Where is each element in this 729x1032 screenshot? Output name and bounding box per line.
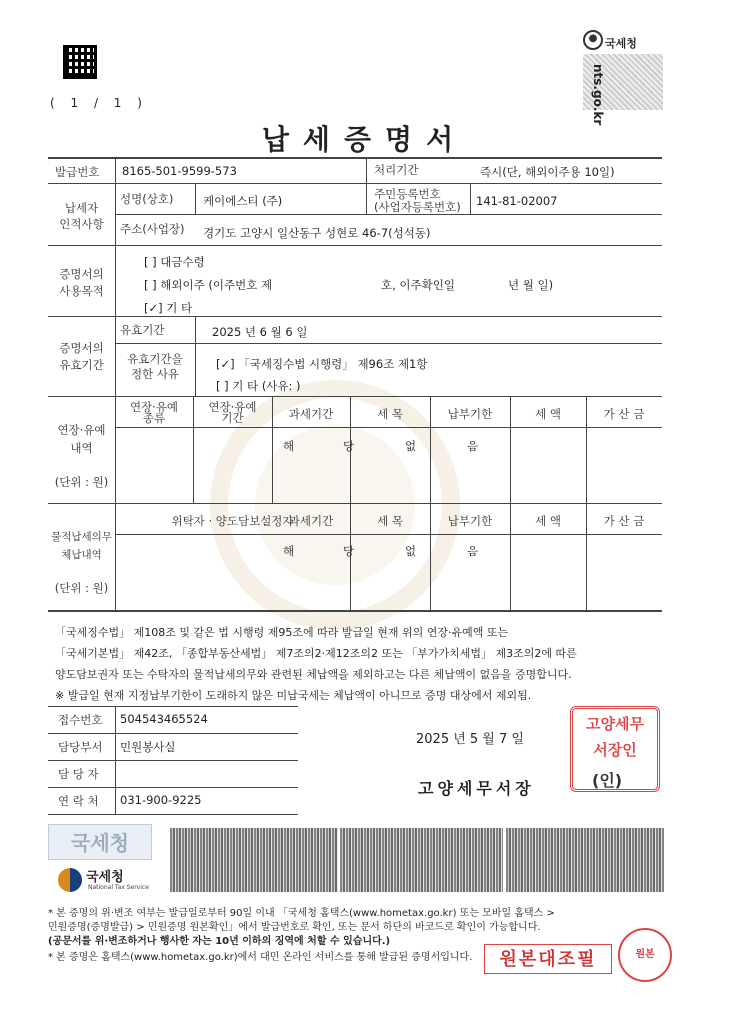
page-number: ( 1 / 1 )	[50, 96, 148, 110]
footer-note-3: (공문서를 위·변조하거나 행사한 자는 10년 이하의 징역에 처할 수 있습니다.)	[48, 936, 391, 947]
original-check-stamp: 원본대조필	[484, 944, 612, 974]
official-seal: 고양세무 서장인	[570, 706, 660, 792]
barcode-3	[506, 828, 664, 892]
validity-reason-law: [✓] 「국세징수법 시행령」 제96조 제1항	[216, 357, 428, 371]
footer-note-2: 민원증명(증명발급) > 민원증명 원본확인」에서 발급번호로 확인, 또는 문서 하단의 바코드로 확인이 가능합니다.	[48, 922, 541, 933]
deferral-none-4: 음	[467, 439, 479, 453]
material-tax-none-3: 없	[405, 544, 417, 558]
receipt-number-label: 접수번호	[58, 713, 103, 727]
deferral-col-type: 연장·유예 종류	[129, 400, 179, 425]
material-tax-col-trustor: 위탁자 · 양도담보설정자	[171, 514, 294, 528]
nts-logo-icon	[58, 868, 82, 892]
material-tax-col-due: 납부기한	[447, 514, 493, 528]
validity-section-label: 증명서의 유효기간	[59, 341, 104, 372]
document-title: 납세증명서	[261, 123, 468, 156]
deferral-none-2: 당	[343, 439, 355, 453]
footer-note-1: * 본 증명의 위·변조 여부는 발급일로부터 90일 이내 「국세청 홈택스(www.hometax.go.kr) 또는 모바일 홈택스 >	[48, 908, 555, 919]
processing-value: 즉시(단, 해외이주용 10일)	[480, 165, 615, 179]
contact-value: 031-900-9225	[120, 793, 202, 807]
registration-number: 141-81-02007	[476, 194, 558, 208]
material-tax-unit: (단위 : 원)	[54, 581, 109, 595]
purpose-option-other: [✓] 기 타	[144, 301, 193, 315]
purpose-option-emigration: [ ] 해외이주 (이주번호 제	[144, 278, 273, 292]
deferral-col-amount: 세 액	[535, 407, 561, 421]
contact-label: 연 락 처	[58, 794, 99, 808]
tax-office-chief: 고양세무서장	[418, 779, 535, 798]
ghost-brand-mark: 국세청	[48, 824, 152, 860]
watermark-emblem-inner	[255, 425, 415, 585]
footer-note-4: * 본 증명은 홈택스(www.hometax.go.kr)에서 대민 온라인 서비스를 통해 발급된 증명서입니다.	[48, 952, 473, 963]
material-tax-none-4: 음	[467, 544, 479, 558]
deferral-col-due: 납부기한	[447, 407, 493, 421]
taxpayer-section-label: 납세자 인적사항	[59, 201, 104, 231]
nts-english-name: National Tax Service	[88, 884, 149, 891]
deferral-col-tax-item: 세 목	[377, 407, 403, 421]
validity-reason-other: [ ] 기 타 (사유: )	[216, 379, 301, 393]
department-value: 민원봉사실	[120, 740, 176, 754]
deferral-col-period: 연장·유예 기간	[208, 400, 257, 425]
material-tax-col-amount: 세 액	[535, 514, 561, 528]
deferral-section-label: 연장·유예 내역	[57, 423, 106, 455]
validity-period-label: 유효기간	[120, 323, 165, 337]
taxpayer-name: 케이에스티 (주)	[203, 194, 283, 208]
deferral-unit: (단위 : 원)	[54, 475, 109, 489]
statement-line-4: ※ 발급일 현재 지정납부기한이 도래하지 않은 미납국세는 체납액이 아니므로 증명 대상에서 제외됨.	[55, 689, 532, 702]
validity-reason-label: 유효기간을 정한 사유	[127, 352, 183, 381]
statement-line-1: 「국세징수법」 제108조 및 같은 법 시행령 제95조에 따라 발급일 현재 위의 연장·유예액 또는	[55, 626, 509, 639]
seal-mark: (인)	[592, 771, 623, 790]
vertical-site: nts.go.kr	[591, 64, 605, 126]
purpose-emigration-tail: 호, 이주확인일	[381, 278, 455, 292]
material-tax-col-tax-period: 과세기간	[288, 514, 334, 528]
issue-date: 2025 년 5 월 7 일	[416, 732, 524, 747]
material-tax-section-label: 물적납세의무 체납내역	[51, 531, 112, 561]
corner-brand: 국세청	[605, 37, 637, 50]
material-tax-none-2: 당	[343, 544, 355, 558]
barcode-2	[340, 828, 503, 892]
taxpayer-address: 경기도 고양시 일산동구 성현로 46-7(성석동)	[203, 226, 431, 240]
statement-line-3: 양도담보권자 또는 수탁자의 물적납세의무와 관련된 체납액을 제외하고는 다른 체납액이 없음을 증명합니다.	[55, 668, 572, 681]
qr-code	[63, 45, 97, 79]
barcode-1	[170, 828, 338, 892]
material-tax-col-tax-item: 세 목	[377, 514, 403, 528]
statement-line-2: 「국세기본법」 제42조, 「종합부동산세법」 제7조의2·제12조의2 또는 「부가가치세법」 제3조의2에 따른	[55, 647, 577, 660]
address-label: 주소(사업장)	[120, 222, 185, 236]
material-tax-none-1: 해	[283, 544, 295, 558]
department-label: 담당부서	[58, 740, 103, 754]
deferral-none-1: 해	[283, 439, 295, 453]
purpose-option-payment: [ ] 대금수령	[144, 255, 205, 269]
nts-name: 국세청	[86, 870, 124, 885]
name-label: 성명(상호)	[120, 192, 174, 206]
validity-period-value: 2025 년 6 월 6 일	[212, 325, 308, 339]
processing-label: 처리기간	[374, 163, 419, 177]
nts-mascot-icon	[583, 30, 603, 50]
deferral-col-tax-period: 과세기간	[288, 407, 334, 421]
original-seal: 원본	[618, 928, 672, 982]
issue-number-label: 발급번호	[55, 165, 100, 179]
material-tax-col-surcharge: 가 산 금	[603, 514, 645, 528]
issue-number: 8165-501-9599-573	[122, 164, 237, 178]
receipt-number: 504543465524	[120, 712, 208, 726]
purpose-emigration-date: 년 월 일)	[508, 278, 554, 292]
officer-label: 담 당 자	[58, 767, 99, 781]
registration-label: 주민등록번호 (사업자등록번호)	[374, 187, 461, 214]
purpose-section-label: 증명서의 사용목적	[59, 267, 104, 298]
deferral-col-surcharge: 가 산 금	[603, 407, 645, 421]
deferral-none-3: 없	[405, 439, 417, 453]
